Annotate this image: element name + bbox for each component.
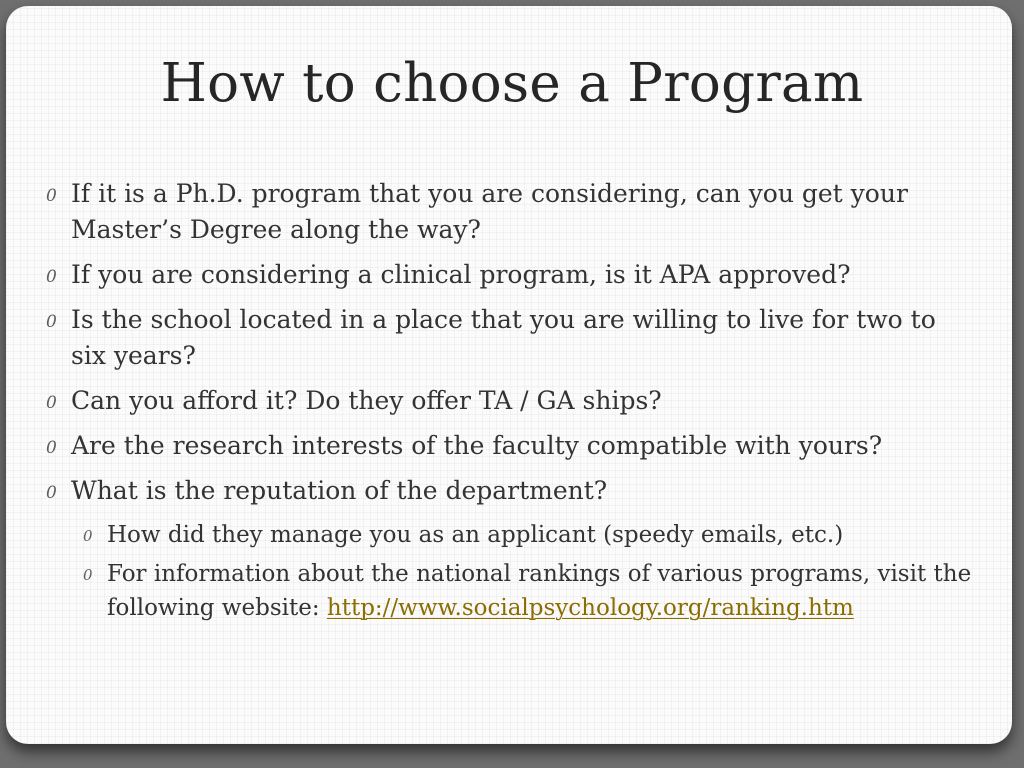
bullet-text: If it is a Ph.D. program that you are considering, can you get your Master’s Degree along the way? <box>71 179 908 244</box>
bullet-text: How did they manage you as an applicant (speedy emails, etc.) <box>107 522 844 548</box>
bullet-text: For information about the national rankings of various programs, visit the following website: <box>107 561 972 621</box>
bullet-marker-icon: 0 <box>46 483 57 503</box>
bullet-item <box>44 428 974 464</box>
bullet-item <box>44 257 974 293</box>
bullet-marker-icon: 0 <box>83 566 93 584</box>
bullet-text: Are the research interests of the faculty compatible with yours? <box>71 431 883 460</box>
bullet-text: If you are considering a clinical program, is it APA approved? <box>71 260 851 289</box>
sub-bullet-item <box>81 557 974 625</box>
sub-bullet-item <box>81 518 974 552</box>
bullet-item <box>44 302 974 374</box>
bullet-item <box>44 176 974 248</box>
bullet-list <box>44 176 974 630</box>
bullet-item <box>44 473 974 509</box>
slide-title: How to choose a Program <box>160 53 864 114</box>
bullet-text: What is the reputation of the department? <box>71 476 608 505</box>
bullet-text: Is the school located in a place that you are willing to live for two to six years? <box>71 305 936 370</box>
bullet-marker-icon: 0 <box>46 312 57 332</box>
bullet-marker-icon: 0 <box>46 186 57 206</box>
bullet-text: Can you afford it? Do they offer TA / GA ships? <box>71 386 662 415</box>
bullet-marker-icon: 0 <box>83 527 93 545</box>
bullet-marker-icon: 0 <box>46 393 57 413</box>
ranking-link[interactable]: http://www.socialpsychology.org/ranking.htm <box>326 595 854 621</box>
bullet-marker-icon: 0 <box>46 267 57 287</box>
bullet-marker-icon: 0 <box>46 438 57 458</box>
bullet-item <box>44 383 974 419</box>
